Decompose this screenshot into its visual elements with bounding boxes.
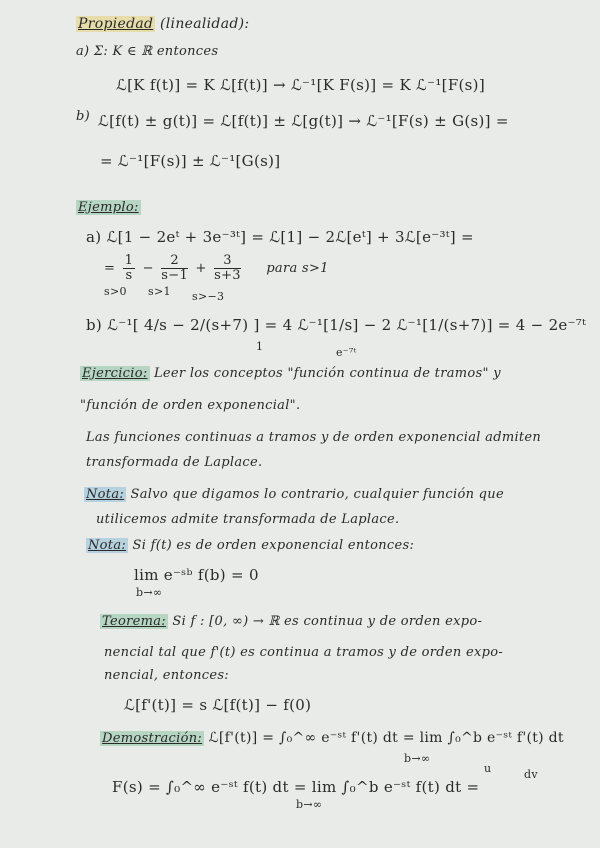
fraction-3 xyxy=(214,254,241,283)
denominator: s xyxy=(125,268,133,283)
example-heading xyxy=(76,200,141,215)
exercise-title: Ejercicio: xyxy=(82,366,148,381)
exercise-line-1 xyxy=(80,366,501,381)
property-b-equation-2: = ℒ⁻¹[F(s)] ± ℒ⁻¹[G(s)] xyxy=(100,152,281,170)
proof-limit-subscript-1: b→∞ xyxy=(404,752,431,765)
item-label: b) xyxy=(76,109,90,124)
property-a-intro xyxy=(76,44,218,59)
example-title: Ejemplo: xyxy=(78,200,139,215)
theorem-title: Teorema: xyxy=(102,614,166,629)
property-b-equation-1: ℒ[f(t) ± g(t)] = ℒ[f(t)] ± ℒ[g(t)] → ℒ⁻¹[F(s) ± G(s)] = xyxy=(98,112,509,130)
equals-sign: = xyxy=(104,261,116,276)
fraction-1 xyxy=(123,254,136,283)
theorem-text: Si f : [0, ∞) → ℝ es continua y de orden expo- xyxy=(172,614,483,629)
integration-u-label: u xyxy=(484,762,492,775)
exercise-text: Leer los conceptos "función continua de tramos" y xyxy=(153,366,501,381)
condition-note: para s>1 xyxy=(266,261,329,276)
note-1-text: Salvo que digamos lo contrario, cualquier función que xyxy=(130,487,504,502)
denominator: s−1 xyxy=(161,268,189,283)
theorem-line-3: nencial, entonces: xyxy=(104,668,229,683)
underbrace-label-1: 1 xyxy=(256,340,264,353)
condition-s-gt-1: s>1 xyxy=(148,285,171,298)
note-2-line-1 xyxy=(86,538,414,553)
proof-line-1 xyxy=(100,730,564,746)
proof-equation-1: ℒ[f'(t)] = ∫₀^∞ e⁻ˢᵗ f'(t) dt = lim ∫₀^b e⁻ˢᵗ f'(t) dt xyxy=(208,730,564,746)
property-a-equation: ℒ[K f(t)] = K ℒ[f(t)] → ℒ⁻¹[K F(s)] = K ℒ⁻¹[F(s)] xyxy=(116,76,485,94)
property-a-text: Σ: K ∈ ℝ entonces xyxy=(93,44,219,59)
theorem-line-1 xyxy=(100,614,482,629)
exercise-line-3: Las funciones continuas a tramos y de orden exponencial admiten xyxy=(86,430,542,445)
example-b-equation: b) ℒ⁻¹[ 4/s − 2/(s+7) ] = 4 ℒ⁻¹[1/s] − 2 ℒ⁻¹[1/(s+7)] = 4 − 2e⁻⁷ᵗ xyxy=(86,316,587,334)
limit-expression: lim e⁻ˢᵇ f(b) = 0 xyxy=(134,566,259,584)
numerator: 2 xyxy=(161,254,188,269)
numerator: 1 xyxy=(124,253,134,268)
numerator: 3 xyxy=(214,254,241,269)
note-1-line-1 xyxy=(84,487,504,502)
proof-equation-2: F(s) = ∫₀^∞ e⁻ˢᵗ f(t) dt = lim ∫₀^b e⁻ˢᵗ f(t) dt = xyxy=(112,778,480,796)
property-title: Propiedad xyxy=(78,16,154,32)
example-a-equation-1: a) ℒ[1 − 2eᵗ + 3e⁻³ᵗ] = ℒ[1] − 2ℒ[eᵗ] + 3ℒ[e⁻³ᵗ] = xyxy=(86,228,474,246)
integration-dv-label: dv xyxy=(524,768,538,781)
proof-limit-subscript-2: b→∞ xyxy=(296,798,323,811)
theorem-equation: ℒ[f'(t)] = s ℒ[f(t)] − f(0) xyxy=(124,696,312,714)
example-a-equation-2 xyxy=(104,254,329,283)
limit-subscript: b→∞ xyxy=(136,586,163,599)
condition-s-gt-neg3: s>−3 xyxy=(192,290,225,303)
fraction-2 xyxy=(161,254,188,283)
note-1-title: Nota: xyxy=(86,487,125,502)
note-2-text: Si f(t) es de orden exponencial entonces: xyxy=(132,538,415,553)
note-1-line-2: utilicemos admite transformada de Laplace. xyxy=(96,512,400,527)
exercise-line-2: "función de orden exponencial". xyxy=(80,398,301,413)
note-2-title: Nota: xyxy=(88,538,127,553)
underbrace-label-2: e⁻⁷ᵗ xyxy=(336,346,357,359)
theorem-line-2: nencial tal que f'(t) es continua a tramos y de orden expo- xyxy=(104,645,504,660)
operator: − xyxy=(142,261,154,276)
property-heading xyxy=(76,16,249,32)
item-label: a) xyxy=(76,44,90,59)
operator: + xyxy=(195,261,207,276)
property-subtitle: (linealidad): xyxy=(160,16,250,32)
exercise-line-4: transformada de Laplace. xyxy=(86,455,263,470)
denominator: s+3 xyxy=(214,268,241,283)
proof-title: Demostración: xyxy=(102,731,203,746)
condition-s-gt-0: s>0 xyxy=(104,285,127,298)
